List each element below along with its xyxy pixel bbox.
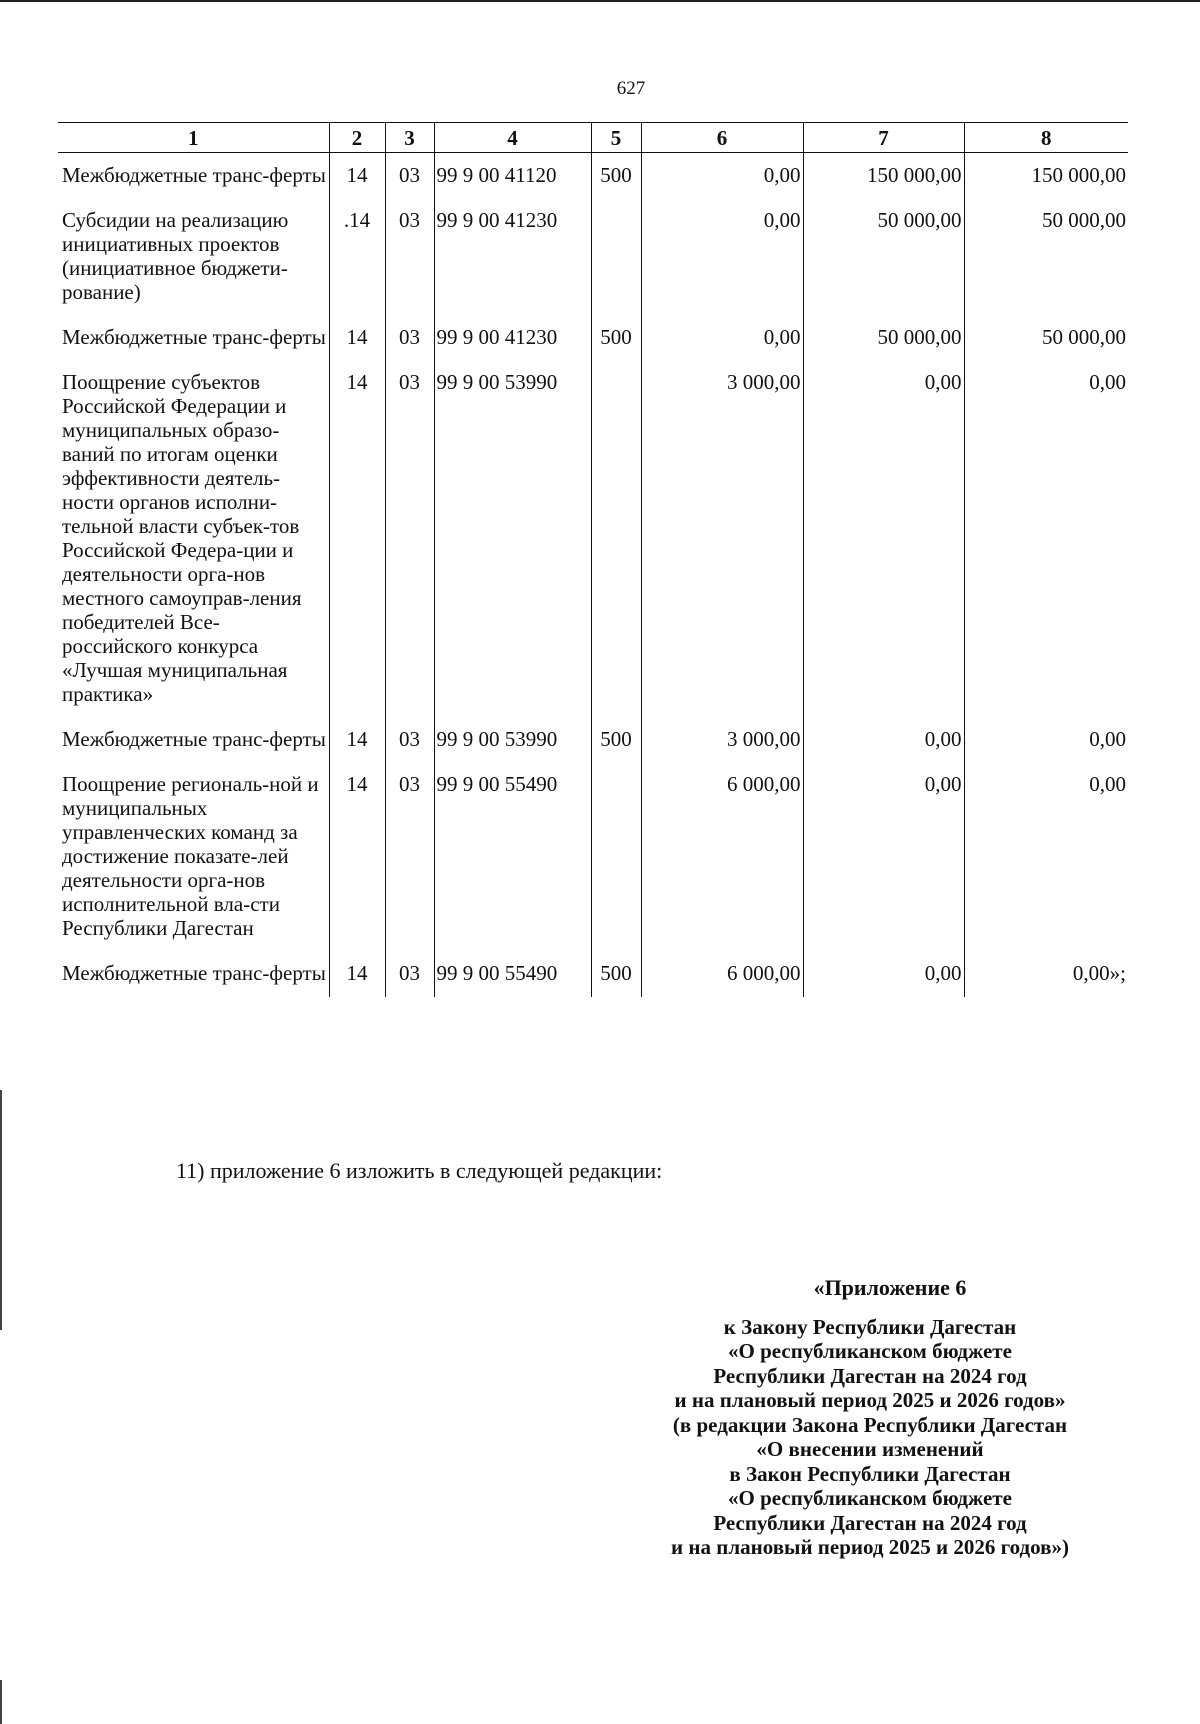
subsection-code: 03 (385, 153, 434, 200)
subsection-code: 03 (385, 763, 434, 952)
column-header: 3 (385, 123, 434, 153)
amount-col8: 150 000,00 (964, 153, 1128, 200)
amount-col6: 3 000,00 (641, 718, 803, 763)
appendix-line: в Закон Республики Дагестан (729, 1461, 1011, 1486)
section-code: 14 (329, 153, 385, 200)
target-article-code: 99 9 00 53990 (434, 718, 591, 763)
row-name: Межбюджетные транс-ферты (62, 325, 326, 349)
row-name: Поощрение субъектов Российской Федерации и муниципальных образо-ваний по итогам оценки эффективности деятель-ности органов исполни-тельной власти субъек-тов Российской Федера-ции и деятельности орга-нов местного самоуправ-ления победителей Все-российского конкурса «Лучшая муниципальная практика» (62, 370, 302, 706)
amount-col6: 0,00 (641, 316, 803, 361)
amount-col6: 3 000,00 (641, 361, 803, 718)
table-row (58, 361, 1128, 718)
amount-col8: 0,00 (964, 718, 1128, 763)
expense-type-code: 500 (591, 718, 641, 763)
table-row (58, 199, 1128, 316)
amount-col7: 0,00 (803, 718, 964, 763)
column-header: 8 (964, 123, 1128, 153)
expense-type-code (591, 361, 641, 718)
scan-edge (0, 1090, 2, 1330)
row-name: Межбюджетные транс-ферты (62, 163, 326, 187)
subsection-code: 03 (385, 316, 434, 361)
appendix-line: и на плановый период 2025 и 2026 годов») (671, 1535, 1069, 1559)
column-header: 1 (58, 123, 329, 153)
row-name: Межбюджетные транс-ферты (62, 961, 326, 985)
appendix-line: и на плановый период 2025 и 2026 годов» (674, 1388, 1066, 1412)
target-article-code: 99 9 00 55490 (434, 763, 591, 952)
section-code: 14 (329, 763, 385, 952)
amount-col6: 6 000,00 (641, 763, 803, 952)
table-row (58, 718, 1128, 763)
scan-edge (0, 1680, 2, 1724)
amount-col8: 50 000,00 (964, 316, 1128, 361)
section-code: .14 (329, 199, 385, 316)
appendix-line: к Закону Республики Дагестан (723, 1314, 1017, 1339)
subsection-code: 03 (385, 361, 434, 718)
amount-col8: 0,00 (964, 361, 1128, 718)
column-header: 5 (591, 123, 641, 153)
table-header-row (58, 123, 1128, 153)
row-name: Субсидии на реализацию инициативных проектов (инициативное бюджети-рование) (62, 208, 289, 304)
amount-col7: 0,00 (803, 763, 964, 952)
target-article-code: 99 9 00 41230 (434, 316, 591, 361)
section-code: 14 (329, 361, 385, 718)
amount-col7: 150 000,00 (803, 153, 964, 200)
row-name: Поощрение региональ-ной и муниципальных управленческих команд за достижение показате-лей деятельности орга-нов исполнительной вла-сти Республики Дагестан (62, 772, 319, 940)
section-code: 14 (329, 952, 385, 997)
amount-col7: 0,00 (803, 952, 964, 997)
section-code: 14 (329, 316, 385, 361)
appendix-line: (в редакции Закона Республики Дагестан (672, 1412, 1068, 1437)
appendix-heading (630, 1276, 1110, 1560)
subsection-code: 03 (385, 952, 434, 997)
table-row (58, 316, 1128, 361)
appendix-line: Республики Дагестан на 2024 год (713, 1363, 1027, 1388)
column-header: 4 (434, 123, 591, 153)
amount-col8: 0,00»; (964, 952, 1128, 997)
target-article-code: 99 9 00 55490 (434, 952, 591, 997)
appendix-line: «О республиканском бюджете (728, 1339, 1012, 1363)
appendix-line: «О республиканском бюджете (728, 1486, 1012, 1510)
column-header: 2 (329, 123, 385, 153)
amount-col6: 6 000,00 (641, 952, 803, 997)
scan-edge (0, 0, 1200, 2)
appendix-title: «Приложение 6 (813, 1275, 967, 1300)
expense-type-code (591, 199, 641, 316)
amount-col7: 0,00 (803, 361, 964, 718)
appendix-line: «О внесении изменений (756, 1437, 984, 1461)
table-row (58, 952, 1128, 997)
appendix-line: Республики Дагестан на 2024 год (713, 1510, 1027, 1535)
amendment-instruction: 11) приложение 6 изложить в следующей редакции: (176, 1158, 663, 1183)
subsection-code: 03 (385, 718, 434, 763)
target-article-code: 99 9 00 41230 (434, 199, 591, 316)
subsection-code: 03 (385, 199, 434, 316)
budget-table (58, 122, 1128, 997)
amount-col8: 0,00 (964, 763, 1128, 952)
row-name: Межбюджетные транс-ферты (62, 727, 326, 751)
amount-col6: 0,00 (641, 153, 803, 200)
amount-col8: 50 000,00 (964, 199, 1128, 316)
expense-type-code: 500 (591, 952, 641, 997)
section-code: 14 (329, 718, 385, 763)
table-row (58, 763, 1128, 952)
column-header: 7 (803, 123, 964, 153)
amount-col7: 50 000,00 (803, 199, 964, 316)
expense-type-code (591, 763, 641, 952)
target-article-code: 99 9 00 41120 (434, 153, 591, 200)
amount-col7: 50 000,00 (803, 316, 964, 361)
expense-type-code: 500 (591, 153, 641, 200)
expense-type-code: 500 (591, 316, 641, 361)
target-article-code: 99 9 00 53990 (434, 361, 591, 718)
table-row (58, 153, 1128, 200)
page-number: 627 (616, 78, 646, 99)
amount-col6: 0,00 (641, 199, 803, 316)
column-header: 6 (641, 123, 803, 153)
